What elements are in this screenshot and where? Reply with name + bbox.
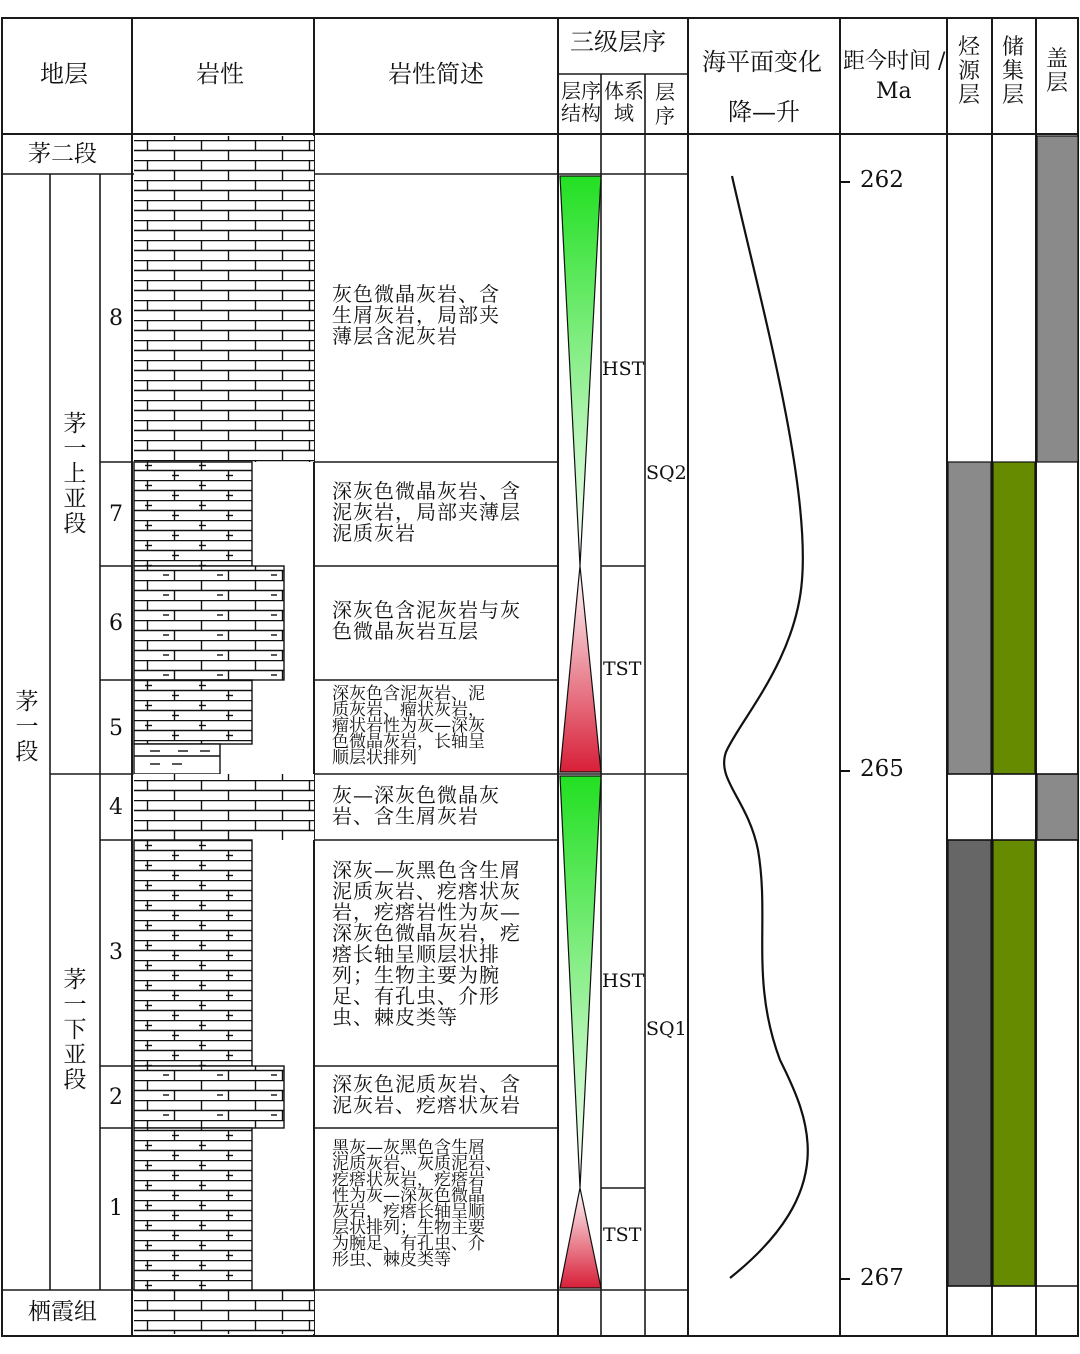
systems-tract-hst-upper: HST [602,358,645,380]
header-description: 岩性简述 [388,60,484,88]
age-267: 267 [860,1265,904,1291]
header-source: 烃源层 [957,35,980,108]
age-265: 265 [860,756,904,782]
layer-description-1: 黑灰—灰黑色含生屑 泥质灰岩、灰质泥岩、 疙瘩状灰岩，疙瘩岩 性为灰—深灰色微晶 灰岩，疙瘩长轴呈顺 层状排列；生物主要 为腕足、有孔虫、介 形虫、棘皮类等 [332,1138,502,1270]
layer-number-1: 1 [109,1196,123,1221]
header-seq-structure: 层序结构 [561,79,601,125]
layer-number-4: 4 [109,795,123,820]
systems-tract-tst-lower: TST [603,1224,642,1246]
header-sea-level-axis: 降—升 [728,98,800,126]
sequence-sq1: SQ1 [646,1018,687,1040]
header-sequence: 三级层序 [570,28,666,56]
systems-tract-tst-upper: TST [603,658,642,680]
header-sea-level: 海平面变化 [702,48,822,76]
header-reservoir: 储集层 [1001,35,1024,108]
layer-number-6: 6 [109,611,123,636]
formation-mao1-upper: 茅一上亚段 [63,411,87,537]
sequence-sq2: SQ2 [646,462,687,484]
formation-mao2: 茅二段 [28,141,97,167]
layer-number-8: 8 [109,306,123,331]
layer-number-7: 7 [109,502,123,527]
layer-description-7: 深灰色微晶灰岩、含 泥灰岩，局部夹薄层 泥质灰岩 [332,479,521,545]
formation-mao1-lower: 茅一下亚段 [63,967,87,1093]
header-sequence-name: 层序 [655,80,675,128]
layer-description-8: 灰色微晶灰岩、含 生屑灰岩，局部夹 薄层含泥灰岩 [332,282,500,348]
layer-description-6: 深灰色含泥灰岩与灰 色微晶灰岩互层 [332,598,521,643]
header-age-unit: Ma [876,79,912,104]
header-age: 距今时间 / [843,49,946,74]
age-262: 262 [860,167,904,193]
layer-description-3: 深灰—灰黑色含生屑 泥质灰岩、疙瘩状灰 岩，疙瘩岩性为灰— 深灰色微晶灰岩，疙 瘩长轴呈顺层状排 列；生物主要为腕 足、有孔虫、介形 虫、棘皮类等 [332,858,521,1029]
formation-mao1: 茅一段 [15,689,39,765]
header-cap: 盖层 [1045,47,1068,96]
layer-number-2: 2 [109,1085,123,1110]
layer-description-4: 灰—深灰色微晶灰 岩、含生屑灰岩 [332,783,500,828]
layer-number-5: 5 [109,716,123,741]
layer-description-2: 深灰色泥质灰岩、含 泥灰岩、疙瘩状灰岩 [332,1072,521,1117]
layer-number-3: 3 [109,940,123,965]
layer-description-5: 深灰色含泥灰岩、泥 质灰岩、瘤状灰岩， 瘤状岩性为灰—深灰 色微晶灰岩，长轴呈 顺层状排列 [332,684,485,768]
header-stratum: 地层 [40,60,88,88]
header-systems-tract: 体系域 [604,79,644,125]
header-lithology: 岩性 [196,60,244,88]
formation-qixia: 栖霞组 [28,1299,97,1325]
systems-tract-hst-lower: HST [602,970,645,992]
